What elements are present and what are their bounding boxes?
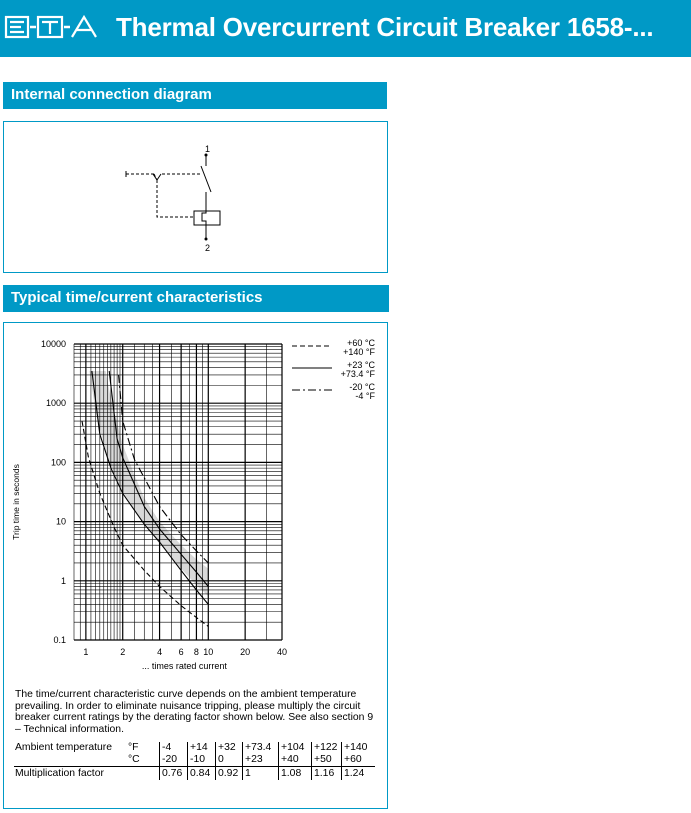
derating-cell-f: +32 <box>218 742 236 753</box>
derating-cell-factor: 1 <box>245 768 251 779</box>
derating-cell-factor: 0.92 <box>218 768 239 779</box>
y-axis-label: Trip time in seconds <box>11 464 21 540</box>
connection-diagram-box <box>3 121 388 273</box>
derating-column-divider <box>242 742 243 780</box>
derating-cell-c: -20 <box>162 754 178 765</box>
header-bar <box>0 0 691 57</box>
bimetal-element <box>194 211 220 225</box>
x-tick-label: 1 <box>83 647 89 657</box>
derating-divider <box>14 766 375 767</box>
terminal-2-dot <box>205 238 208 241</box>
derating-cell-factor: 1.24 <box>344 768 365 779</box>
derating-cell-c: 0 <box>218 754 224 765</box>
x-tick-label: 4 <box>157 647 163 657</box>
y-tick-label: 10000 <box>40 339 66 349</box>
description-paragraph: The time/current characteristic curve depends on the ambient temperature prevailing. In order to eliminate nuisance tripping, please multiply the circuit breaker current ratings by the derating factor shown below. See also section 9 – Technical information. <box>15 689 374 735</box>
connection-diagram <box>4 122 387 272</box>
legend-label-c: +60 °C <box>347 338 375 348</box>
derating-unit-f: °F <box>128 742 139 753</box>
derating-column-divider <box>187 742 188 780</box>
x-tick-label: 2 <box>120 647 126 657</box>
page-title: Thermal Overcurrent Circuit Breaker 1658-... <box>116 12 654 42</box>
derating-cell-factor: 0.84 <box>190 768 211 779</box>
eta-logo <box>4 14 102 40</box>
derating-cell-c: +23 <box>245 754 263 765</box>
derating-cell-f: +14 <box>190 742 208 753</box>
legend-label-f: +140 °F <box>343 347 375 357</box>
y-tick-label: 1 <box>60 575 66 586</box>
derating-factor-label: Multiplication factor <box>15 768 104 779</box>
derating-cell-factor: 1.16 <box>314 768 335 779</box>
legend-label-c: +23 °C <box>347 360 375 370</box>
terminal-2-label: 2 <box>205 243 211 253</box>
derating-column-divider <box>159 742 160 780</box>
y-tick-label: 1000 <box>45 398 66 409</box>
x-tick-label: 10 <box>203 647 214 657</box>
derating-cell-f: +73.4 <box>245 742 272 753</box>
derating-cell-f: +104 <box>281 742 305 753</box>
x-axis-label: ... times rated current <box>141 661 227 671</box>
derating-cell-f: +122 <box>314 742 338 753</box>
derating-column-divider <box>311 742 312 780</box>
derating-cell-factor: 0.76 <box>162 768 183 779</box>
section-title-characteristics: Typical time/current characteristics <box>3 285 389 312</box>
derating-cell-c: +50 <box>314 754 332 765</box>
derating-column-divider <box>341 742 342 780</box>
derating-column-divider <box>215 742 216 780</box>
derating-column-divider <box>278 742 279 780</box>
derating-cell-c: +40 <box>281 754 299 765</box>
legend-label-f: -4 °F <box>355 391 375 401</box>
y-tick-label: 0.1 <box>53 635 66 645</box>
derating-cell-c: -10 <box>190 754 206 765</box>
y-tick-label: 100 <box>50 457 66 468</box>
heater-path <box>202 210 206 226</box>
derating-cell-c: +60 <box>344 754 362 765</box>
terminal-1-label: 1 <box>205 144 211 154</box>
derating-unit-c: °C <box>128 754 140 765</box>
x-tick-label: 6 <box>178 647 184 657</box>
y-tick-label: 10 <box>55 516 66 527</box>
characteristics-box <box>3 322 388 809</box>
x-tick-label: 20 <box>240 647 251 657</box>
linkage-joint <box>153 174 161 180</box>
derating-ambient-label: Ambient temperature <box>15 742 113 753</box>
legend-label-c: -20 °C <box>349 382 375 392</box>
derating-cell-factor: 1.08 <box>281 768 302 779</box>
x-tick-label: 40 <box>276 647 288 657</box>
derating-cell-f: +140 <box>344 742 368 753</box>
legend-label-f: +73.4 °F <box>340 369 375 379</box>
switch-contact <box>201 166 211 192</box>
derating-cell-f: -4 <box>162 742 172 753</box>
x-tick-label: 8 <box>193 647 199 657</box>
section-title-connection: Internal connection diagram <box>3 82 387 109</box>
trip-time-chart <box>4 323 387 678</box>
mechanical-linkage <box>126 174 202 217</box>
